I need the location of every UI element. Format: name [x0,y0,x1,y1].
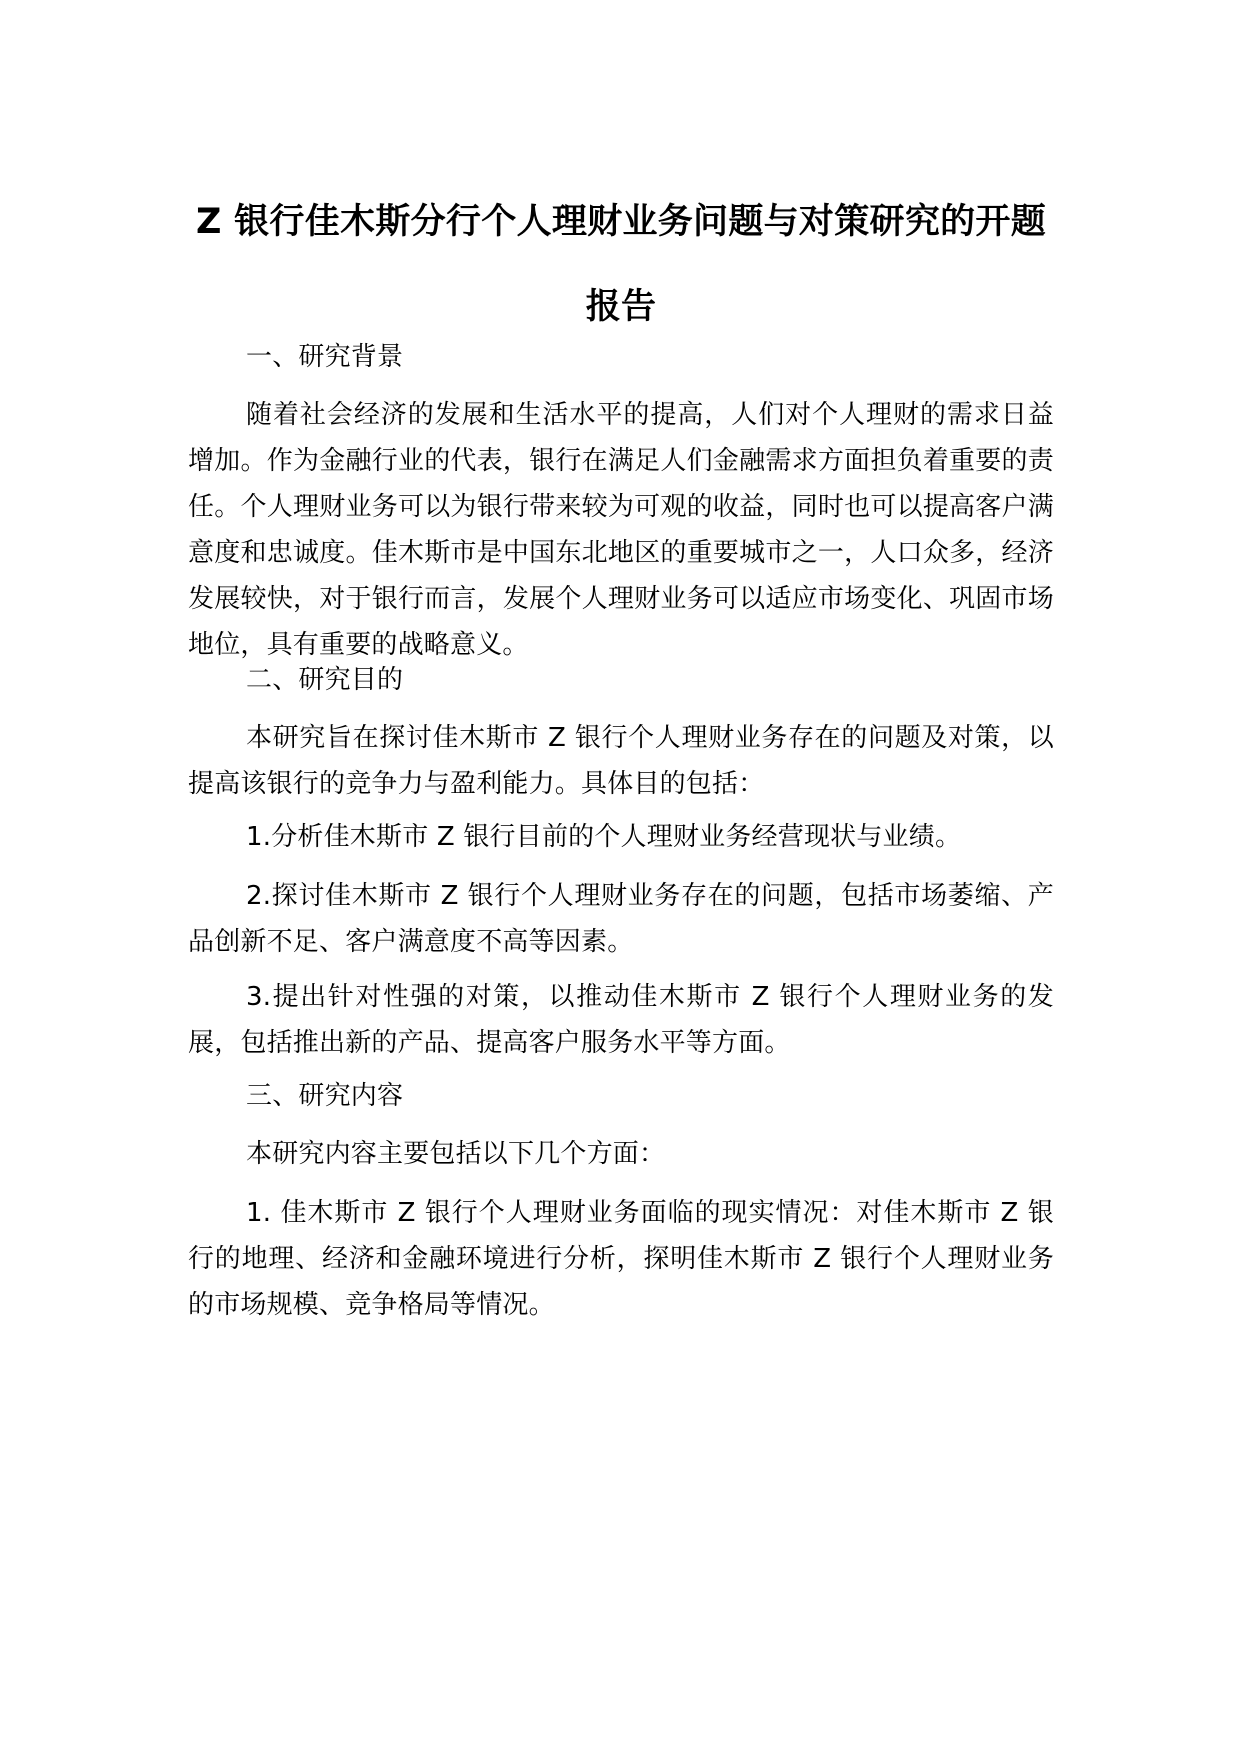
section-heading-background: 一、研究背景 [246,342,404,372]
paragraph-purpose-intro: 本研究旨在探讨佳木斯市 Z 银行个人理财业务存在的问题及对策，以提高该银行的竞争力与盈利能力。具体目的包括： [188,723,1054,799]
paragraph-purpose-item-3: 3.提出针对性强的对策，以推动佳木斯市 Z 银行个人理财业务的发展，包括推出新的产品、提高客户服务水平等方面。 [188,982,1054,1058]
paragraph-content-item-1: 1. 佳木斯市 Z 银行个人理财业务面临的现实情况：对佳木斯市 Z 银行的地理、经济和金融环境进行分析，探明佳木斯市 Z 银行个人理财业务的市场规模、竞争格局等情况。 [188,1198,1054,1320]
document-title: Z 银行佳木斯分行个人理财业务问题与对策研究的开题报告 [195,202,1047,327]
section-heading-purpose: 二、研究目的 [246,665,404,695]
paragraph-background: 随着社会经济的发展和生活水平的提高，人们对个人理财的需求日益增加。作为金融行业的代表，银行在满足人们金融需求方面担负着重要的责任。个人理财业务可以为银行带来较为可观的收益，同时也可以提高客户满意度和忠诚度。佳木斯市是中国东北地区的重要城市之一，人口众多，经济发展较快，对于银行而言，发展个人理财业务可以适应市场变化、巩固市场地位，具有重要的战略意义。 [188,400,1054,660]
section-heading-content: 三、研究内容 [246,1081,404,1111]
paragraph-purpose-item-1: 1.分析佳木斯市 Z 银行目前的个人理财业务经营现状与业绩。 [246,822,962,852]
paragraph-content-intro: 本研究内容主要包括以下几个方面： [246,1139,666,1169]
paragraph-purpose-item-2: 2.探讨佳木斯市 Z 银行个人理财业务存在的问题，包括市场萎缩、产品创新不足、客户满意度不高等因素。 [188,881,1054,957]
